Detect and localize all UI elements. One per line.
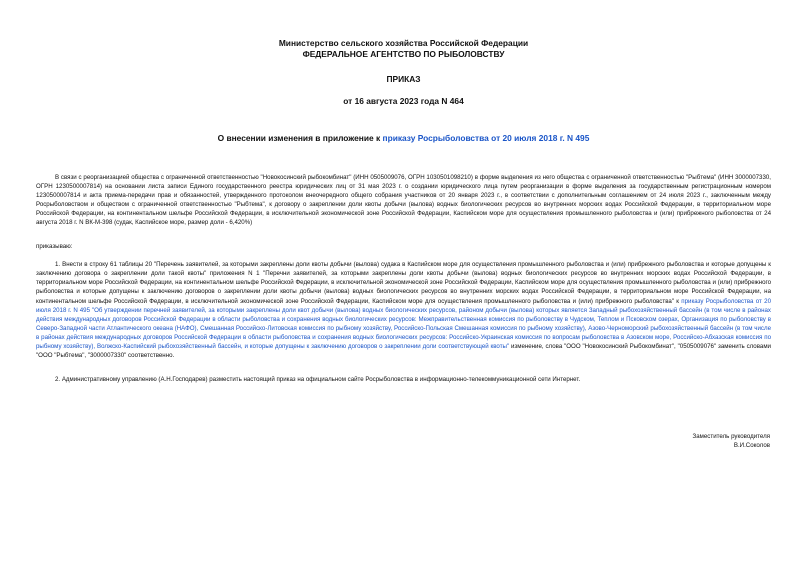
document-date-number: от 16 августа 2023 года N 464 <box>343 96 464 106</box>
ministry-name: Министерство сельского хозяйства Российской Федерации <box>278 38 529 48</box>
signer-name: В.И.Соколов <box>733 442 770 450</box>
item-1-text: 1. Внести в строку 61 таблицы 20 "Перечень заявителей, за которыми закреплены доли квоты добычи (вылова) судака в Каспийском море для осуществления промышленного рыболовства и (или) прибрежного рыболовства и которые допущены к заключению договора о закреплении доли такой квоты" приложения N 1 "Перечни заявителей, за которыми закреплены доли квоты добычи (вылова) водных биологических ресурсов во внутренних морских водах Российской Федерации, в территориальном море Российской Федерации, на континентальном шельфе Российской Федерации, в исключительной экономической зоне Российской Федерации, Каспийском море для осуществления промышленного рыболовства и (или) прибрежного рыболовства и которые допущены к заключению договоров о закреплении доли квоты добычи (вылова) водных биологических ресурсов во внутренних морских водах Российской Федерации, в территориальном море Российской Федерации, на континентальном шельфе Российской Федерации, в исключительной экономической зоне Российской Федерации, Каспийском море для осуществления промышленного рыболовства и (или) прибрежного рыболовства" к <box>36 261 771 305</box>
order-word: приказываю: <box>36 243 73 251</box>
item-1-text-end: изменение, слова "ООО "Новокосинский Рыбокомбинат", "0505009076" заменить словами "ООО "Рыбтема", "3000007330" соответственно. <box>36 342 771 359</box>
agency-name: ФЕДЕРАЛЬНОЕ АГЕНТСТВО ПО РЫБОЛОВСТВУ <box>302 49 505 59</box>
document-subject <box>36 133 771 144</box>
subject-order-link[interactable]: приказу Росрыболовства от 20 июля 2018 г. N 495 <box>382 133 590 143</box>
signature-block <box>693 432 770 451</box>
subject-prefix: О внесении изменения в приложение к <box>217 133 383 143</box>
signer-position: Заместитель руководителя <box>692 433 770 440</box>
item-1-paragraph <box>36 260 771 360</box>
item-1-order-link[interactable]: приказу Росрыболовства от 20 июля 2018 г. N 495 "Об утверждении перечней заявителей, за которыми закреплены доли квот добычи (вылова) водных биологических ресурсов, районом добычи (вылова) которых является Западный рыбохозяйственный бассейн (в том числе в районах действия международных договоров Российской Федерации в области рыболовства и сохранения водных биологических ресурсов: Межправительственная комиссия по рыболовству в Чудском, Теплом и Псковском озерах, Организация по рыболовству в Северо-Западной части Атлантического океана (НАФО), Смешанная Российско-Литовская комиссия по рыбному хозяйству, Российско-Польская Смешанная комиссия по рыбному хозяйству), Азово-Черноморский рыбохозяйственный бассейн (в том числе в районах действия международных договоров Российской Федерации в области рыболовства и сохранения водных биологических ресурсов: Российско-Украинская комиссия по вопросам рыболовства в Азовском море, Российско-Абхазская комиссия по рыбному хозяйству), Волжско-Каспийский рыбохозяйственный бассейн, и которые допущены к заключению договоров о закреплении доли соответствующей квоты" <box>36 297 771 350</box>
intro-paragraph: В связи с реорганизацией общества с ограниченной ответственностью "Новокосинский рыбокомбинат" (ИНН 0505009076, ОГРН 1030501098210) в форме выделения из него общества с ограниченной ответственностью "Рыбтема" (ИНН 3000007330, ОГРН 1230500007814) на основании листа записи Единого государственного реестра юридических лиц от 31 мая 2023 г. о создании юридического лица путем реорганизации в форме выделения за государственным регистрационным номером 1230500007814 и акта приема-передачи прав и обязанностей, утвержденного протоколом внеочередного общего собрания участников от 20 января 2023 г., в соответствии с дополнительным соглашением от 24 июля 2023 г., заключенным между Росрыболовством и обществом с ограниченной ответственностью "Рыбтема", к договору о закреплении доли квоты добычи (вылова) водных биологических ресурсов во внутренних морских водах Российской Федерации, в территориальном море Российской Федерации, на континентальном шельфе Российской Федерации, в исключительной экономической зоне Российской Федерации, Каспийском море для осуществления промышленного рыболовства и (или) прибрежного рыболовства от 24 августа 2018 г. N ВК-М-398 (судак, Каспийское море, размер доли - 6,420%) <box>36 174 771 227</box>
document-type: ПРИКАЗ <box>386 74 421 84</box>
item-2-paragraph: 2. Административному управлению (А.Н.Господарев) разместить настоящий приказ на официальном сайте Росрыболовства в информационно-телекоммуникационной сети Интернет. <box>55 375 581 383</box>
